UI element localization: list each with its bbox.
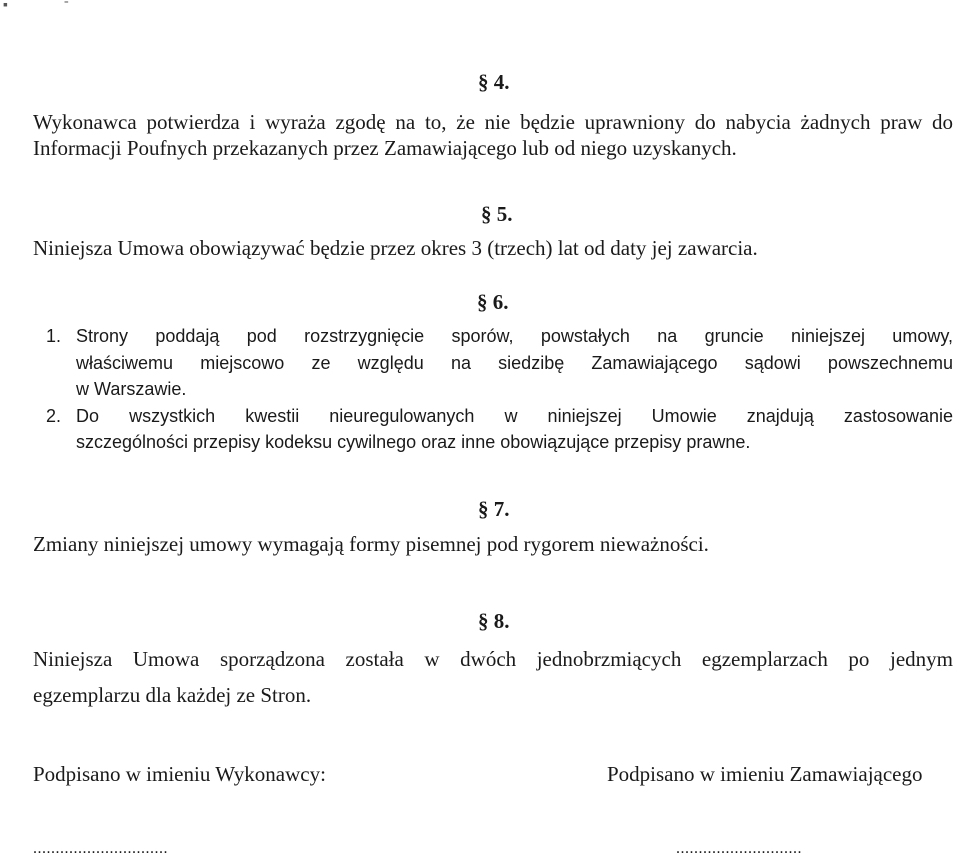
section-6-item-2-line-2: szczególności przepisy kodeksu cywilnego oraz inne obowiązujące przepisy prawne. [76, 432, 751, 452]
section-5-line-1: Niniejsza Umowa obowiązywać będzie przez okres 3 (trzech) lat od daty jej zawarcia. [33, 236, 758, 260]
section-7-heading: § 7. [478, 497, 510, 521]
section-6-item-1-number: 1. [46, 326, 62, 346]
section-6-item-2-line-1: Do wszystkich kwestii nieuregulowanych w niniejszej Umowie znajdują zastosowanie [76, 406, 953, 426]
section-8-heading: § 8. [478, 609, 510, 633]
section-6-item-1-line-2: właściwemu miejscowo ze względu na siedzibę Zamawiającego sądowi powszechnemu [76, 353, 953, 373]
client-signature-label: Podpisano w imieniu Zamawiającego [607, 762, 923, 786]
section-6-item-1-line-1: Strony poddają pod rozstrzygnięcie sporów, powstałych na gruncie niniejszej umowy, [76, 326, 953, 346]
contractor-signature-label: Podpisano w imieniu Wykonawcy: [33, 762, 326, 786]
client-signature-line: ............................ [676, 840, 802, 857]
section-4-heading: § 4. [478, 70, 510, 94]
section-8-line-1: Niniejsza Umowa sporządzona została w dwóch jednobrzmiących egzemplarzach po jednym [33, 647, 953, 671]
section-4-line-1: Wykonawca potwierdza i wyraża zgodę na to, że nie będzie uprawniony do nabycia żadnych praw do [33, 110, 953, 134]
section-4-line-2: Informacji Poufnych przekazanych przez Zamawiającego lub od niego uzyskanych. [33, 136, 737, 160]
section-8-line-2: egzemplarzu dla każdej ze Stron. [33, 683, 312, 707]
scan-mark-left: ▪ [3, 0, 8, 13]
contractor-signature-line: .............................. [33, 840, 168, 857]
section-5-heading: § 5. [481, 202, 513, 226]
section-6-item-2-number: 2. [46, 406, 62, 426]
section-7-line-1: Zmiany niniejszej umowy wymagają formy pisemnej pod rygorem nieważności. [33, 532, 709, 556]
section-6-heading: § 6. [477, 290, 509, 314]
section-6-item-1-line-3: w Warszawie. [76, 379, 187, 399]
scan-mark-mid: - [64, 0, 69, 9]
